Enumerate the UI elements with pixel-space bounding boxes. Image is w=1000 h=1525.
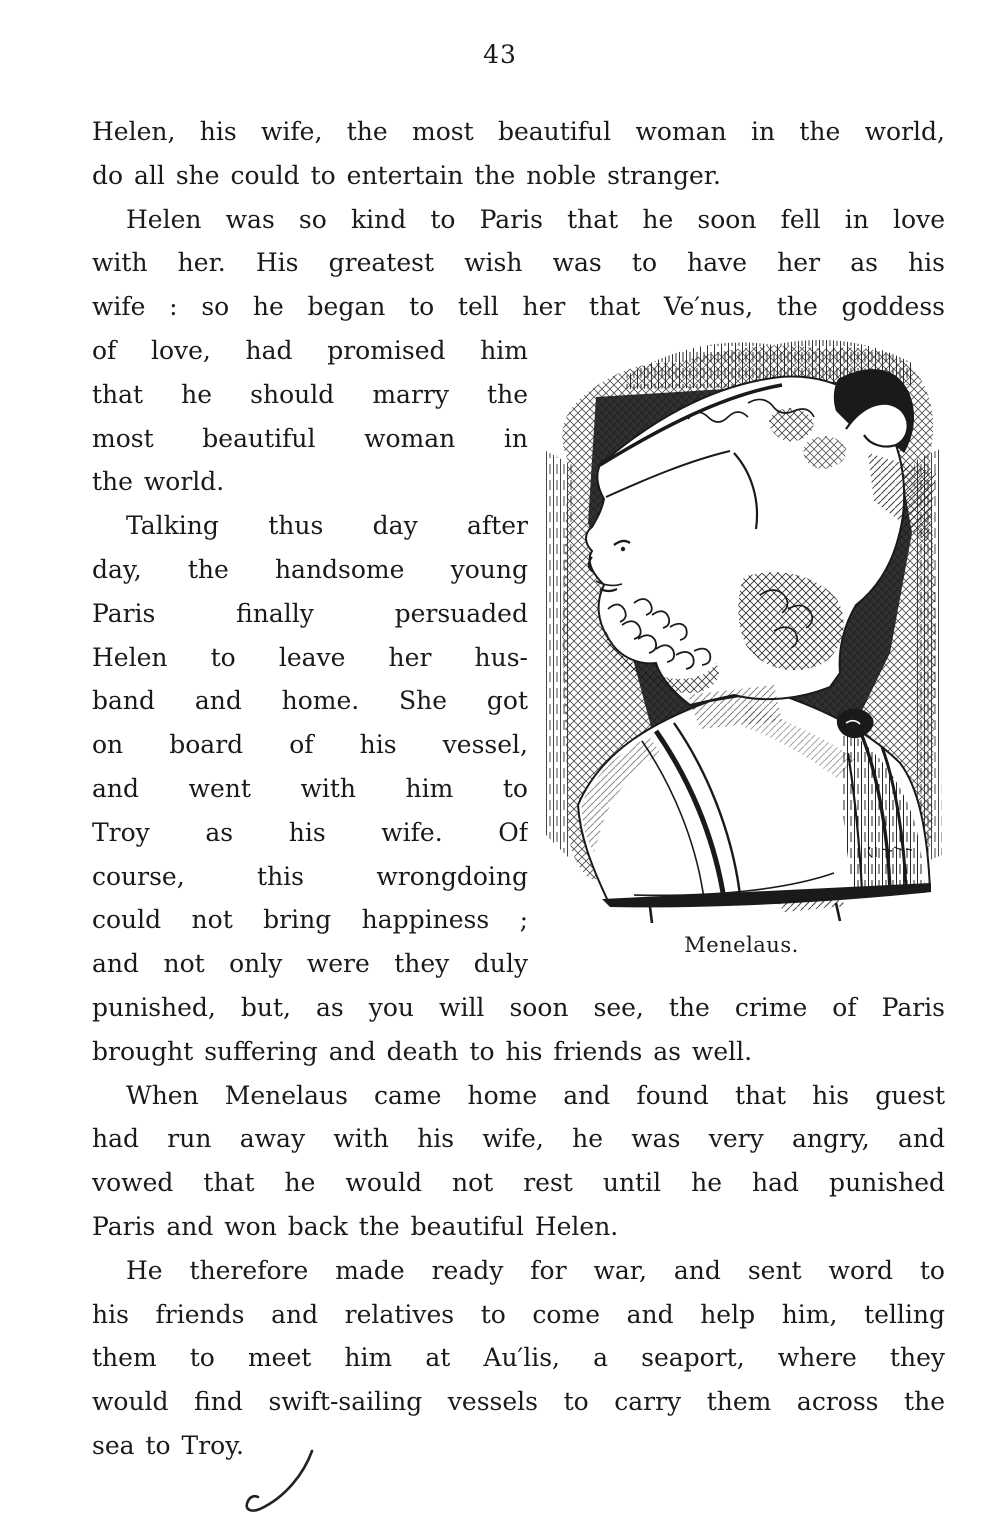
text-line: them to meet him at Au′lis, a seaport, where they [92, 1343, 945, 1373]
menelaus-engraving-illustration [538, 333, 945, 925]
text-line: would find swift-sailing vessels to carry them across the [92, 1387, 945, 1417]
text-line: that he should marry the [92, 379, 528, 409]
text-line: brought suffering and death to his friends as well. [92, 1036, 753, 1066]
text-line: most beautiful woman in [92, 423, 528, 453]
text-line: sea to Troy. [92, 1430, 244, 1460]
text-line: and not only were they duly [92, 949, 528, 979]
text-line: and went with him to [92, 773, 528, 803]
text-line: with her. His greatest wish was to have her as his [92, 248, 945, 278]
text-line: Paris and won back the beautiful Helen. [92, 1211, 619, 1241]
text-line: wife : so he began to tell her that Ve′nus, the goddess [92, 292, 945, 322]
figure-menelaus [538, 333, 945, 957]
text-line: Helen was so kind to Paris that he soon fell in love [126, 204, 945, 234]
text-line: Talking thus day after [126, 511, 528, 541]
eye-dot [621, 547, 625, 551]
text-line: punished, but, as you will soon see, the crime of Paris [92, 992, 945, 1022]
text-line: course, this wrongdoing [92, 861, 528, 891]
text-line: could not bring happiness ; [92, 905, 528, 935]
figure-caption: Menelaus. [684, 932, 799, 957]
page-number: 43 [483, 40, 517, 69]
text-line: vowed that he would not rest until he had punished [92, 1168, 945, 1198]
text-line: Helen to leave her hus- [92, 642, 528, 672]
text-line: do all she could to entertain the noble stranger. [92, 160, 721, 190]
text-line: When Menelaus came home and found that his guest [126, 1080, 945, 1110]
text-line: had run away with his wife, he was very angry, and [92, 1124, 945, 1154]
page-content [92, 110, 945, 1468]
left-text-column [92, 329, 528, 986]
left-scratches [544, 451, 572, 857]
text-line: Paris finally persuaded [92, 598, 528, 628]
text-line: his friends and relatives to come and help him, telling [92, 1299, 945, 1329]
text-line: day, the handsome young [92, 554, 528, 584]
text-wrap-section [92, 329, 945, 986]
text-line: band and home. She got [92, 686, 528, 716]
handwritten-flourish-mark [236, 1447, 326, 1517]
text-line: He therefore made ready for war, and sent word to [126, 1255, 945, 1285]
text-line: Helen, his wife, the most beautiful woman in the world, [92, 117, 945, 146]
text-line: of love, had promised him [92, 335, 528, 365]
text-line: the world. [92, 467, 225, 497]
text-line: on board of his vessel, [92, 730, 528, 760]
text-line: Troy as his wife. Of [92, 817, 528, 847]
